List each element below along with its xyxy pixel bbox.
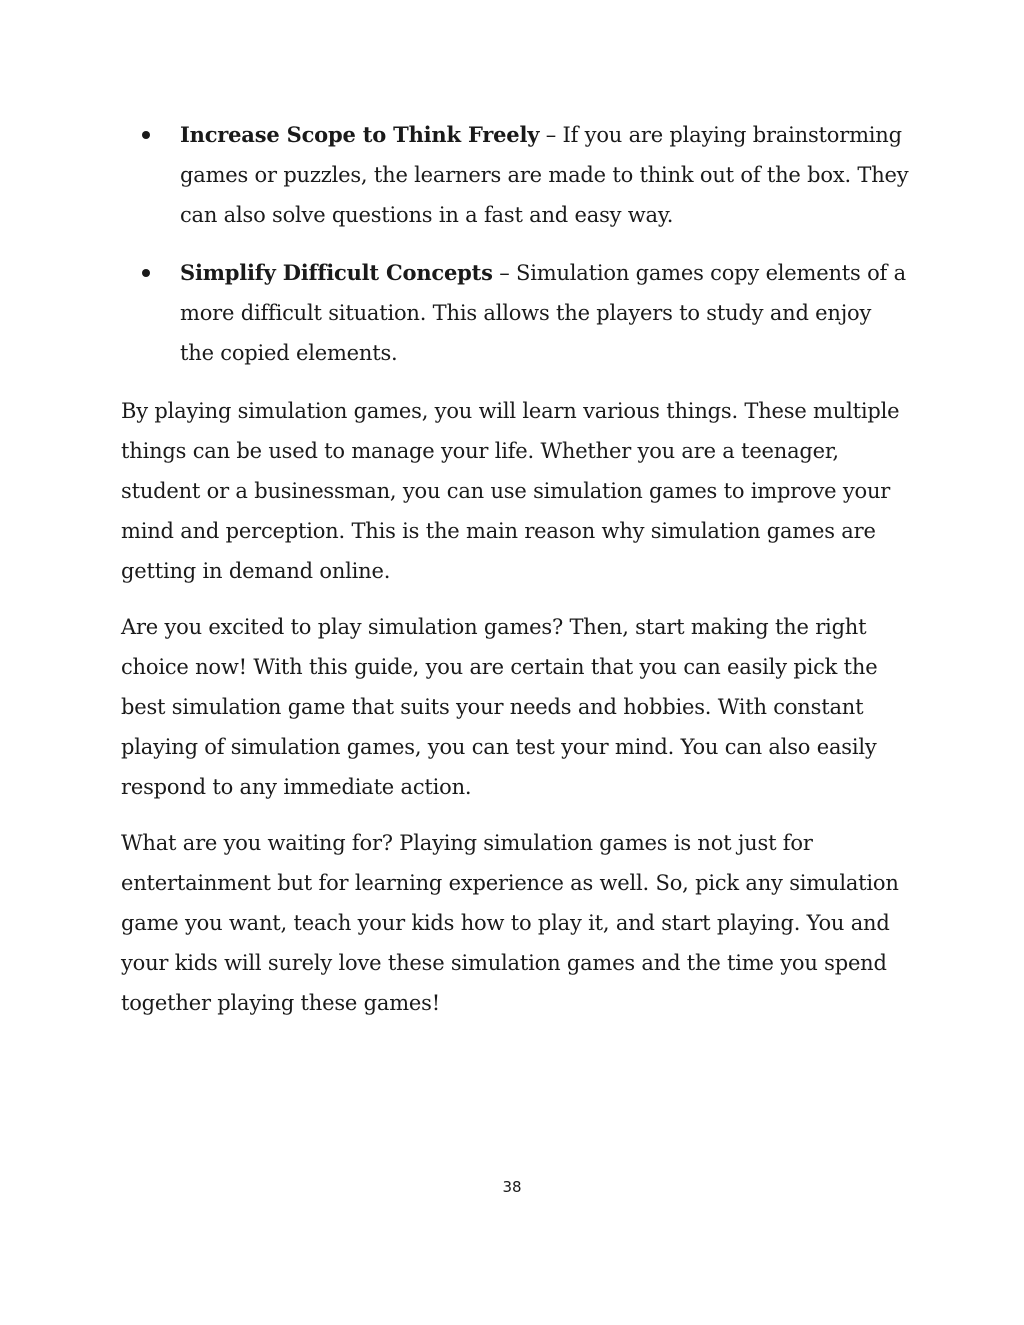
- page-number: 38: [502, 1178, 522, 1196]
- bullet-text: Simulation games copy elements of a more difficult situation. This allows the players to study and enjoy the copied elements.: [180, 261, 906, 365]
- paragraph: What are you waiting for? Playing simulation games is not just for entertainment but for learning experience as well. So, pick any simulation game you want, teach your kids how to play it, and start playing. You and your kids will surely love these simulation games and the time you spend together playing these games!: [121, 831, 899, 1015]
- paragraph: By playing simulation games, you will learn various things. These multiple things can be used to manage your life. Whether you are a teenager, student or a businessman, you can use simulation games to improve your mind and perception. This is the main reason why simulation games are getting in demand online.: [121, 399, 900, 583]
- bullet-text: If you are playing brainstorming games or puzzles, the learners are made to think out of the box. They can also solve questions in a fast and easy way.: [180, 123, 909, 227]
- bullet-item: [121, 115, 911, 235]
- bullet-title: Simplify Difficult Concepts: [180, 260, 493, 285]
- paragraph: Are you excited to play simulation games? Then, start making the right choice now! With this guide, you are certain that you can easily pick the best simulation game that suits your needs and hobbies. With constant playing of simulation games, you can test your mind. You can also easily respond to any immediate action.: [121, 615, 878, 799]
- bullet-dash: –: [492, 261, 517, 285]
- page-content: [121, 115, 911, 1039]
- bullet-list: [121, 115, 911, 373]
- bullet-title: Increase Scope to Think Freely: [180, 122, 540, 147]
- bullet-item: [121, 253, 911, 373]
- bullet-dash: –: [539, 123, 563, 147]
- bullet-icon: [142, 131, 150, 139]
- bullet-icon: [142, 269, 150, 277]
